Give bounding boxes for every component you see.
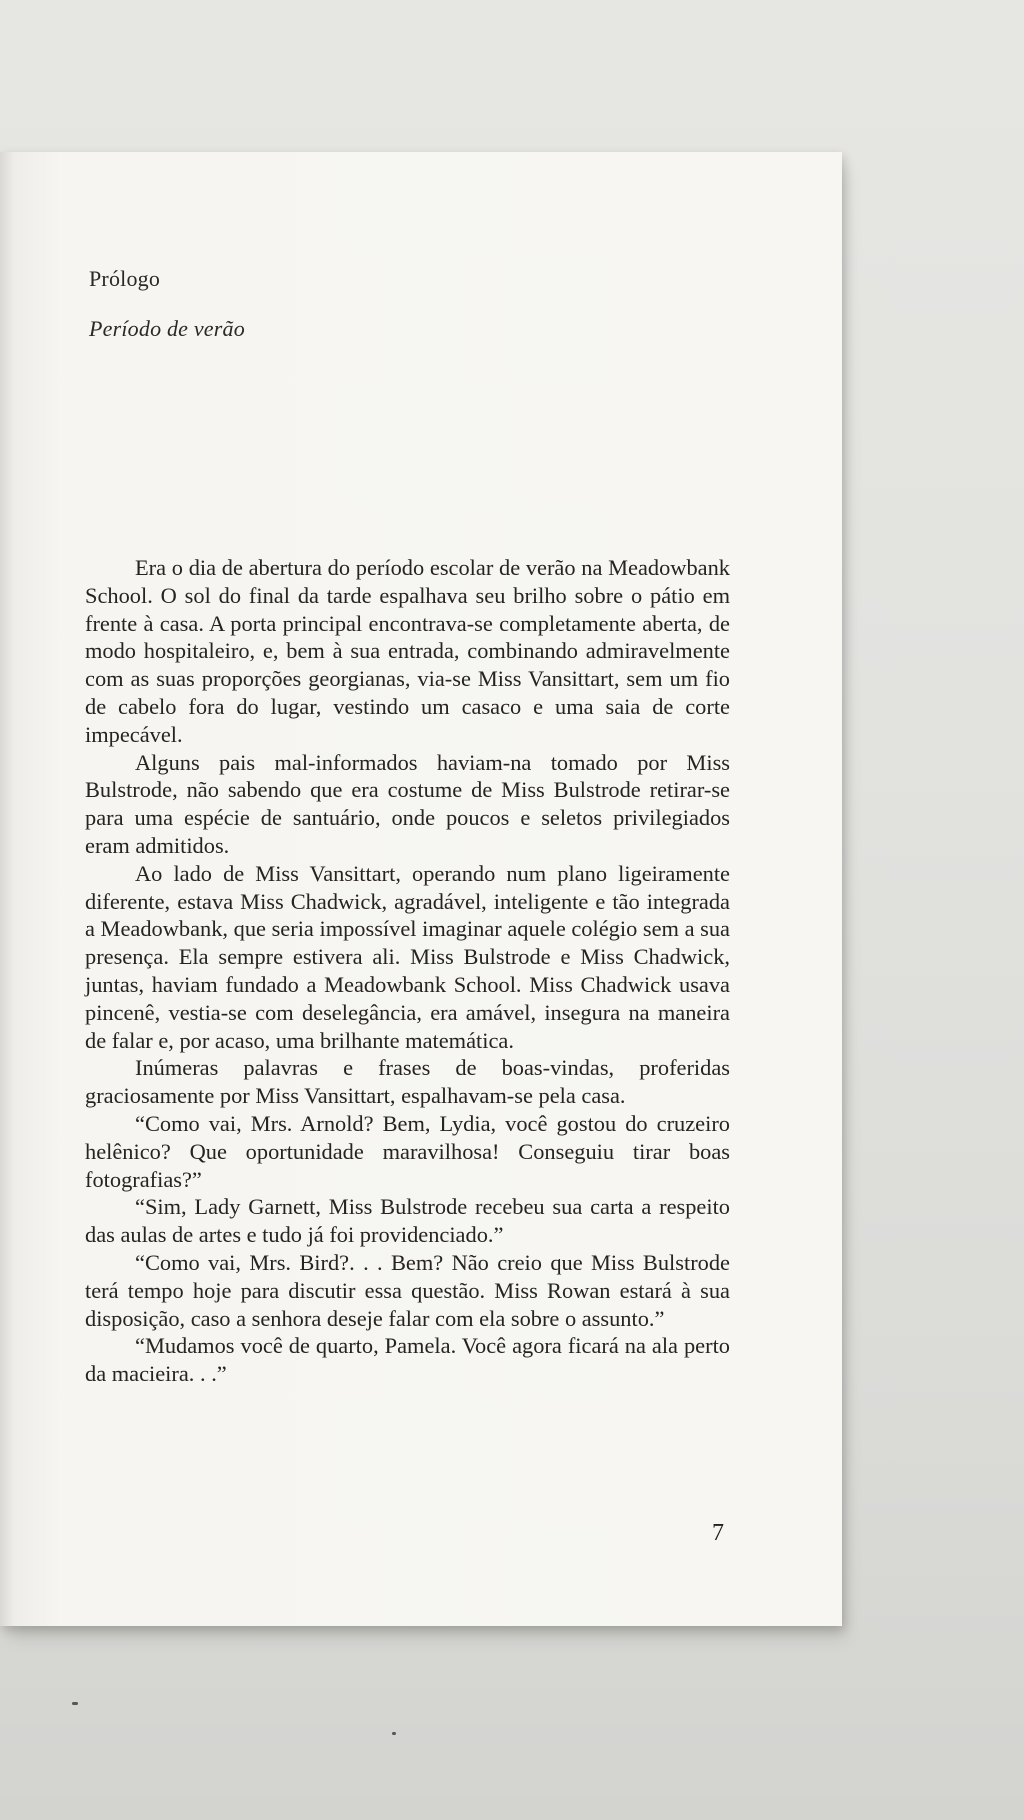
paragraph: “Como vai, Mrs. Arnold? Bem, Lydia, você gostou do cruzeiro helênico? Que oportunidade maravilhosa! Conseguiu tirar boas fotografias?” [85,1110,730,1192]
paragraph: “Sim, Lady Garnett, Miss Bulstrode recebeu sua carta a respeito das aulas de artes e tudo já foi providenciado.” [85,1194,730,1248]
dust-speck [72,1702,78,1705]
chapter-title: Prólogo [89,266,161,291]
chapter-subtitle: Período de verão [89,316,245,341]
dust-speck [392,1732,396,1735]
paragraph: “Mudamos você de quarto, Pamela. Você agora ficará na ala perto da macieira. . .” [85,1333,730,1387]
paragraph: Inúmeras palavras e frases de boas-vindas, proferidas graciosamente por Miss Vansittart, espalhavam-se pela casa. [85,1055,730,1109]
book-page [0,152,842,1626]
page-number: 7 [712,1520,724,1546]
paragraph: “Como vai, Mrs. Bird?. . . Bem? Não creio que Miss Bulstrode terá tempo hoje para discutir essa questão. Miss Rowan estará à sua disposição, caso a senhora deseje falar com ela sobre o assunto.” [85,1249,730,1331]
body-text [85,554,730,1388]
paragraph: Ao lado de Miss Vansittart, operando num plano ligeiramente diferente, estava Miss Chadwick, agradável, inteligente e tão integrada a Meadowbank, que seria impossível imaginar aquele colégio sem a sua presença. Ela sempre estivera ali. Miss Bulstrode e Miss Chadwick, juntas, haviam fundado a Meadowbank School. Miss Chadwick usava pincenê, vestia-se com deselegância, era amável, insegura na maneira de falar e, por acaso, uma brilhante matemática. [85,860,730,1053]
paragraph: Alguns pais mal-informados haviam-na tomado por Miss Bulstrode, não sabendo que era costume de Miss Bulstrode retirar-se para uma espécie de santuário, onde poucos e seletos privilegiados eram admitidos. [85,749,730,858]
paragraph: Era o dia de abertura do período escolar de verão na Meadowbank School. O sol do final da tarde espalhava seu brilho sobre o pátio em frente à casa. A porta principal encontrava-se completamente aberta, de modo hospitaleiro, e, bem à sua entrada, combinando admiravelmente com as suas proporções georgianas, via-se Miss Vansittart, sem um fio de cabelo fora do lugar, vestindo um casaco e uma saia de corte impecável. [85,555,730,747]
